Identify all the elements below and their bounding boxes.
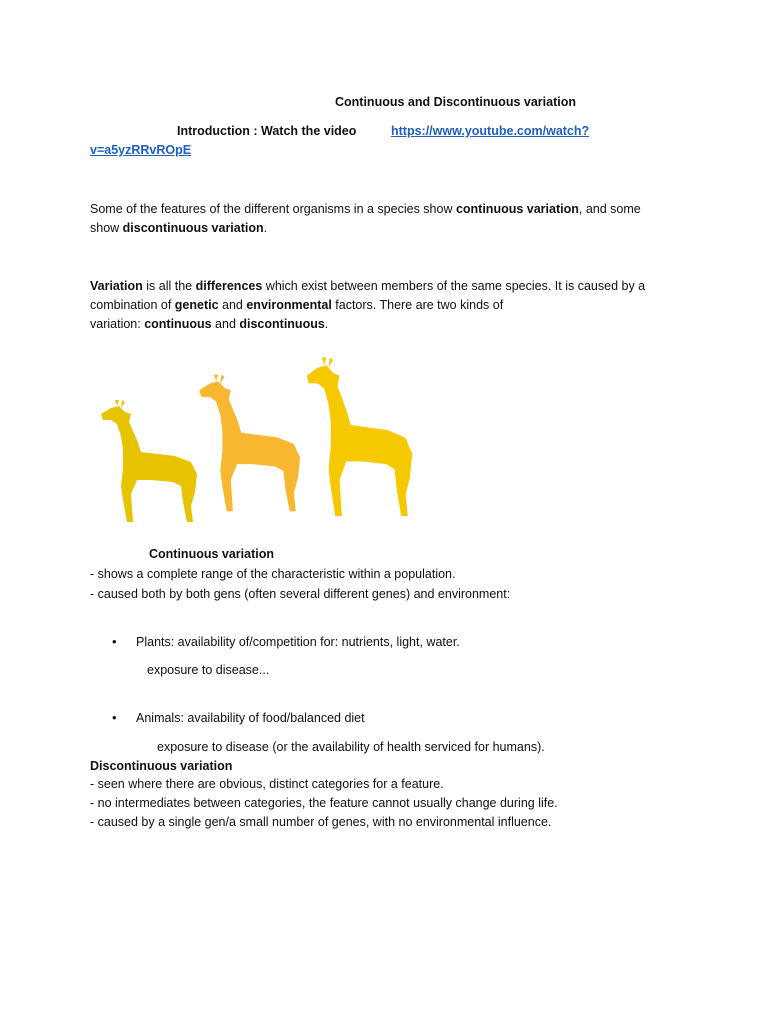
discontinuous-point-2: - no intermediates between categories, the feature cannot usually change during life. [90,796,558,810]
giraffe-small-silhouette [101,400,197,522]
giraffe-medium-silhouette [199,375,300,512]
text-segment: . [263,221,268,235]
giraffe-illustration [95,350,425,530]
text-segment: , and some [578,202,641,216]
text-segment: is all the [142,279,196,293]
term-continuous-variation: continuous variation [455,202,579,216]
discontinuous-point-3: - caused by a single gen/a small number of genes, with no environmental influence. [90,815,552,829]
discontinuous-point-1: - seen where there are obvious, distinct categories for a feature. [90,777,444,791]
definition-line-3 [90,315,645,334]
giraffe-medium [199,375,300,512]
term-variation: Variation [90,279,143,293]
continuous-point-2: - caused both by both gens (often several different genes) and environment: [90,587,511,601]
text-segment: show [90,221,123,235]
intro-paragraph-line-2 [90,219,641,238]
bullet-plants: Plants: availability of/competition for: nutrients, light, water. [136,635,460,649]
video-link-part2[interactable]: v=a5yzRRvROpE [90,143,192,157]
term-environmental: environmental [246,298,332,312]
bullet-dot-icon: • [112,710,117,725]
term-discontinuous-variation: discontinuous variation [122,221,264,235]
intro-paragraph-line-1 [90,200,641,219]
text-segment: and [211,317,240,331]
definition-line-2 [90,296,645,315]
discontinuous-heading: Discontinuous variation [90,759,233,773]
text-segment: factors. There are two kinds of [331,298,504,312]
text-segment: variation: [90,317,145,331]
continuous-point-1: - shows a complete range of the characteristic within a population. [90,567,456,581]
text-segment: and [218,298,247,312]
bullet-dot-icon: • [112,634,117,649]
page-title: Continuous and Discontinuous variation [335,95,576,109]
intro-paragraph [90,200,641,238]
term-continuous: continuous [144,317,212,331]
video-link-part1[interactable]: https://www.youtube.com/watch? [391,124,590,138]
term-discontinuous: discontinuous [239,317,325,331]
continuous-heading: Continuous variation [149,547,274,561]
giraffe-small [101,400,197,522]
text-segment: Some of the features of the different organisms in a species show [90,202,456,216]
bullet-plants-continued: exposure to disease... [147,663,270,677]
giraffe-large [307,357,413,516]
term-genetic: genetic [174,298,219,312]
text-segment: which exist between members of the same species. It is caused by a [262,279,646,293]
term-differences: differences [195,279,263,293]
bullet-animals-continued: exposure to disease (or the availability of health serviced for humans). [157,740,545,754]
text-segment: combination of [90,298,175,312]
text-segment: . [324,317,329,331]
intro-label: Introduction : Watch the video [177,124,357,138]
giraffe-large-silhouette [307,357,413,516]
definition-line-1 [90,277,645,296]
definition-paragraph [90,277,645,334]
bullet-animals: Animals: availability of food/balanced diet [136,711,365,725]
